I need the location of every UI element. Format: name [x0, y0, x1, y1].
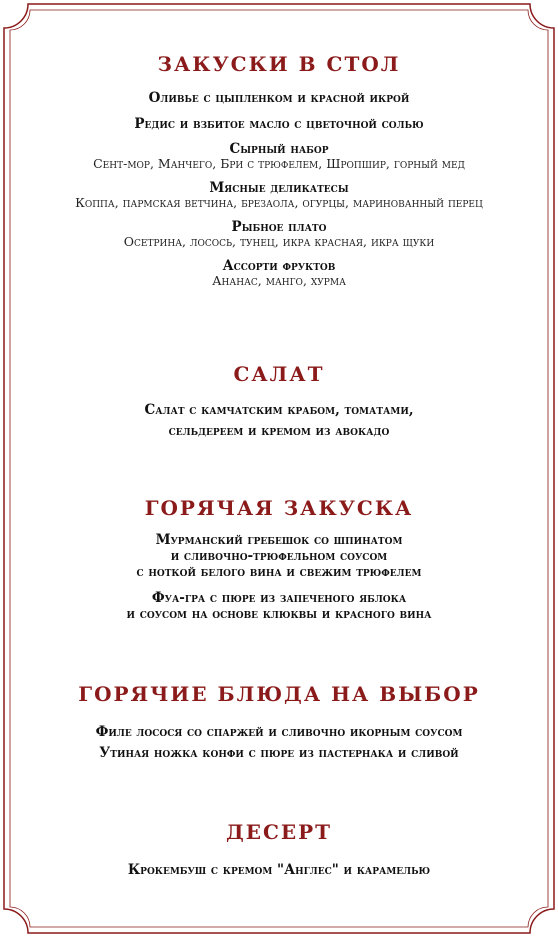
item-description: Сент-мор, Манчего, Бри с трюфелем, Шропшир, горный мед: [93, 156, 465, 171]
item-description: Ананас, манго, хурма: [212, 273, 346, 288]
item-name: Сырный набор: [229, 141, 329, 157]
menu-item: [0, 219, 558, 249]
item-name: Ассорти фруктов: [222, 258, 336, 274]
item-name: Редис и взбитое масло с цветочной солью: [134, 116, 424, 132]
item-line: и сливочно-трюфельном соусом: [170, 548, 388, 564]
menu-item: [0, 90, 558, 106]
item-line: Салат с камчатским крабом, томатами,: [144, 402, 414, 418]
item-line: Фуа-гра с пюре из запеченого яблока: [151, 590, 407, 606]
section-goryachie-blyuda: [0, 682, 558, 764]
item-line: Утиная ножка конфи с пюре из пастернака и сливой: [99, 745, 459, 761]
item-line: Филе лосося со спаржей и сливочно икорным соусом: [95, 724, 463, 740]
item-name: [0, 862, 558, 878]
section-desert: [0, 820, 558, 878]
menu-item: [0, 590, 558, 622]
menu-item: [0, 141, 558, 171]
menu-item: [0, 532, 558, 580]
item-description: Осетрина, лосось, тунец, икра красная, икра щуки: [123, 234, 435, 249]
section-goryachaya-zakuska: [0, 496, 558, 622]
item-name: [0, 590, 558, 622]
item-line: Мурманский гребешок со шпинатом: [155, 532, 403, 548]
menu-item: [0, 400, 558, 442]
item-name: [0, 722, 558, 764]
section-title: ЗАКУСКИ В СТОЛ: [157, 52, 401, 76]
section-salat: [0, 362, 558, 442]
menu-item: [0, 722, 558, 764]
item-name: Мясные деликатесы: [209, 180, 349, 196]
menu-item: [0, 258, 558, 288]
item-name: Рыбное плато: [231, 219, 327, 235]
menu-item: [0, 116, 558, 132]
item-name: [0, 400, 558, 442]
section-title: ДЕСЕРТ: [225, 820, 333, 844]
menu-item: [0, 862, 558, 878]
item-name: Оливье с цыпленком и красной икрой: [148, 90, 410, 106]
section-title: САЛАТ: [233, 362, 325, 386]
item-line: Крокембуш с кремом "Англес" и карамелью: [127, 862, 431, 878]
section-zakuski: [0, 52, 558, 288]
item-name: [0, 532, 558, 580]
menu-item: [0, 180, 558, 210]
item-line: сельдереем и кремом из авокадо: [168, 423, 390, 439]
item-line: с ноткой белого вина и свежим трюфелем: [136, 564, 422, 580]
item-line: и соусом на основе клюквы и красного вина: [126, 606, 432, 622]
section-title: ГОРЯЧИЕ БЛЮДА НА ВЫБОР: [78, 682, 480, 706]
section-title: ГОРЯЧАЯ ЗАКУСКА: [144, 496, 414, 520]
item-description: Коппа, пармская ветчина, брезаола, огурцы, маринованный перец: [75, 195, 483, 210]
